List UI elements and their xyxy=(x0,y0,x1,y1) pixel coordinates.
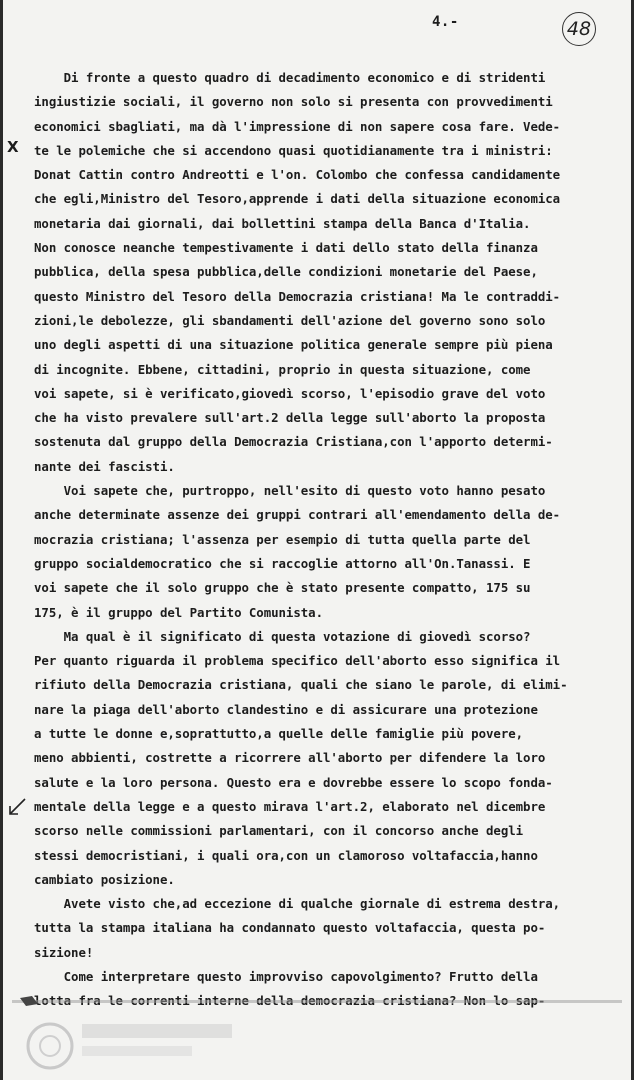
text-line: uno degli aspetti di una situazione politica generale sempre più piena xyxy=(34,337,553,353)
text-line: Non conosce neanche tempestivamente i dati dello stato della finanza xyxy=(34,240,538,256)
text-line: tutta la stampa italiana ha condannato questo voltafaccia, questa po- xyxy=(34,920,546,936)
text-line: scorso nelle commissioni parlamentari, con il concorso anche degli xyxy=(34,823,524,839)
text-line: di incognite. Ebbene, cittadini, proprio in questa situazione, come xyxy=(34,361,531,377)
text-line: monetaria dai giornali, dai bollettini stampa della Banca d'Italia. xyxy=(34,215,531,231)
text-line: Voi sapete che, purtroppo, nell'esito di questo voto hanno pesato xyxy=(34,483,546,499)
text-line: sostenuta dal gruppo della Democrazia Cristiana,con l'apporto determi- xyxy=(34,434,553,450)
text-line: cambiato posizione. xyxy=(34,871,175,887)
text-line: questo Ministro del Tesoro della Democrazia cristiana! Ma le contraddi- xyxy=(34,288,561,304)
text-line: salute e la loro persona. Questo era e dovrebbe essere lo scopo fonda- xyxy=(34,774,553,790)
text-line: ingiustizie sociali, il governo non solo si presenta con provvedimenti xyxy=(34,94,553,110)
scan-edge-left xyxy=(0,0,3,1080)
text-line: Per quanto riguarda il problema specifico dell'aborto esso significa il xyxy=(34,653,561,669)
typed-text-body xyxy=(34,66,599,1014)
text-line: pubblica, della spesa pubblica,delle condizioni monetarie del Paese, xyxy=(34,264,538,280)
text-line: voi sapete, si è verificato,giovedì scorso, l'episodio grave del voto xyxy=(34,385,546,401)
text-line: che ha visto prevalere sull'art.2 della legge sull'aborto la proposta xyxy=(34,410,546,426)
text-line: te le polemiche che si accendono quasi quotidianamente tra i ministri: xyxy=(34,142,553,158)
text-line: zioni,le debolezze, gli sbandamenti dell'azione del governo sono solo xyxy=(34,312,546,328)
text-line: meno abbienti, costrette a ricorrere all'aborto per difendere la loro xyxy=(34,750,546,766)
archive-watermark-icon xyxy=(12,994,622,1074)
text-line: mocrazia cristiana; l'assenza per esempio di tutta quella parte del xyxy=(34,531,531,547)
text-line: sizione! xyxy=(34,944,94,960)
text-line: Di fronte a questo quadro di decadimento economico e di stridenti xyxy=(34,70,546,85)
folio-circled-number: 48 xyxy=(562,12,596,46)
text-line: nante dei fascisti. xyxy=(34,458,175,474)
text-line: mentale della legge e a questo mirava l'art.2, elaborato nel dicembre xyxy=(34,798,546,814)
text-line: gruppo socialdemocratico che si raccoglie attorno all'On.Tanassi. E xyxy=(34,555,531,571)
text-line: Ma qual è il significato di questa votazione di giovedì scorso? xyxy=(34,628,531,644)
text-line: economici sbagliati, ma dà l'impressione di non sapere cosa fare. Vede- xyxy=(34,118,561,134)
text-line: 175, è il gruppo del Partito Comunista. xyxy=(34,604,323,620)
text-line: Avete visto che,ad eccezione di qualche giornale di estrema destra, xyxy=(34,896,561,912)
text-line: rifiuto della Democrazia cristiana, quali che siano le parole, di elimi- xyxy=(34,677,568,693)
page-number: 4.- xyxy=(432,14,459,30)
text-line: che egli,Ministro del Tesoro,apprende i dati della situazione economica xyxy=(34,191,561,207)
text-line: a tutte le donne e,soprattutto,a quelle delle famiglie più povere, xyxy=(34,726,524,742)
text-line: anche determinate assenze dei gruppi contrari all'emendamento della de- xyxy=(34,507,561,523)
margin-arrow-icon xyxy=(6,796,28,818)
text-line: stessi democristiani, i quali ora,con un clamoroso voltafaccia,hanno xyxy=(34,847,538,863)
text-line: nare la piaga dell'aborto clandestino e di assicurare una protezione xyxy=(34,701,538,717)
text-line: Come interpretare questo improvviso capovolgimento? Frutto della xyxy=(34,968,538,984)
text-line: Donat Cattin contro Andreotti e l'on. Colombo che confessa candidamente xyxy=(34,167,561,183)
text-line: voi sapete che il solo gruppo che è stato presente compatto, 175 su xyxy=(34,580,531,596)
margin-x-mark: X xyxy=(7,138,19,156)
